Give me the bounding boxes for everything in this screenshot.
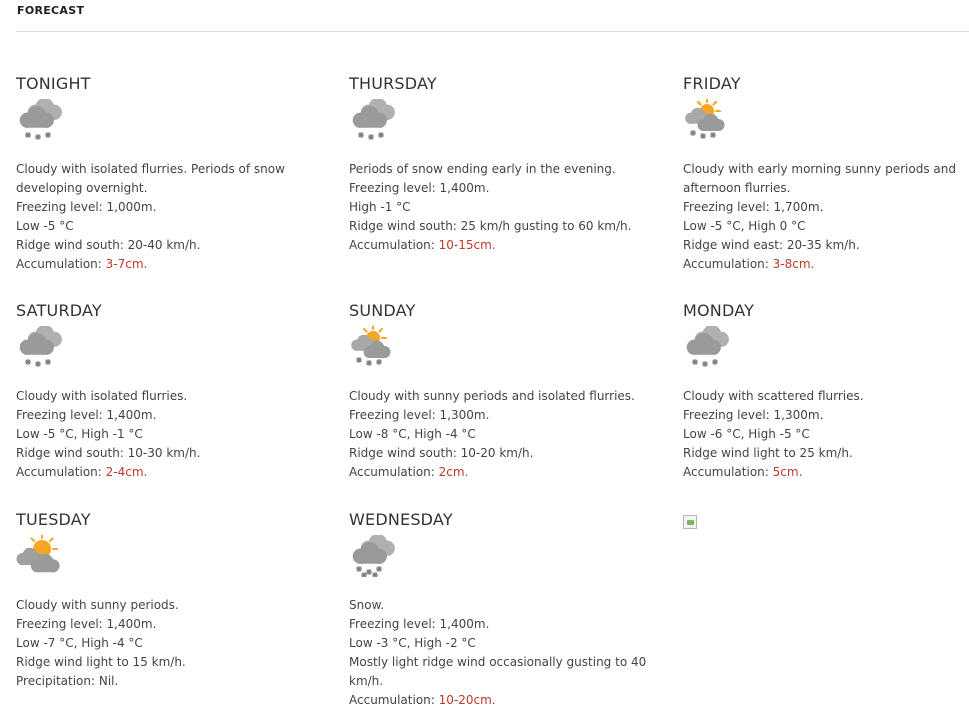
forecast-line: Cloudy with early morning sunny periods and afternoon flurries.	[683, 162, 956, 195]
forecast-line: Cloudy with isolated flurries. Periods of snow developing overnight.	[16, 162, 285, 195]
day-name: SATURDAY	[16, 301, 102, 320]
day-name: WEDNESDAY	[349, 510, 453, 529]
forecast-line: Mostly light ridge wind occasionally gusting to 40 km/h.	[349, 655, 647, 688]
day-name: MONDAY	[683, 301, 755, 320]
accumulation-value: 3-8cm.	[772, 257, 815, 271]
forecast-line: Freezing level: 1,400m.	[16, 617, 157, 631]
forecast-line: Low -5 °C, High -1 °C	[16, 427, 143, 441]
accumulation-value: 10-20cm.	[438, 693, 496, 707]
accumulation-value: 5cm.	[772, 465, 803, 479]
forecast-line: Low -7 °C, High -4 °C	[16, 636, 143, 650]
accumulation-line	[683, 255, 969, 274]
forecast-line: Low -3 °C, High -2 °C	[349, 636, 476, 650]
accumulation-label: Accumulation:	[683, 465, 769, 479]
day-card-monday	[683, 302, 969, 482]
day-card-wednesday	[349, 511, 649, 710]
forecast-line: Low -5 °C, High 0 °C	[683, 219, 806, 233]
cloud-snow-icon	[16, 99, 64, 141]
day-name: FRIDAY	[683, 74, 741, 93]
forecast-line: Ridge wind south: 10-20 km/h.	[349, 446, 534, 460]
forecast-details	[349, 596, 649, 710]
forecast-line: High -1 °C	[349, 200, 411, 214]
sun-cloud-snow-icon	[349, 326, 397, 368]
forecast-line: Freezing level: 1,400m.	[16, 408, 157, 422]
forecast-line: Freezing level: 1,000m.	[16, 200, 157, 214]
cloud-heavy-snow-icon	[349, 535, 397, 577]
forecast-line: Ridge wind south: 25 km/h gusting to 60 km/h.	[349, 219, 632, 233]
forecast-line: Cloudy with isolated flurries.	[16, 389, 188, 403]
forecast-details	[16, 387, 316, 482]
cloud-snow-icon	[683, 326, 731, 368]
heading-divider	[16, 31, 969, 32]
forecast-line: Freezing level: 1,400m.	[349, 181, 490, 195]
cloud-snow-icon	[349, 99, 397, 141]
forecast-line: Freezing level: 1,300m.	[683, 408, 824, 422]
accumulation-label: Accumulation:	[349, 238, 435, 252]
forecast-details	[16, 596, 316, 691]
sun-cloud-snow-icon	[683, 99, 731, 141]
forecast-line: Ridge wind light to 15 km/h.	[16, 655, 186, 669]
forecast-details	[683, 387, 969, 482]
day-card-saturday	[16, 302, 316, 482]
day-name: SUNDAY	[349, 301, 416, 320]
sun-cloud-icon	[16, 535, 64, 577]
accumulation-value: 2cm.	[438, 465, 469, 479]
day-name: THURSDAY	[349, 74, 437, 93]
accumulation-label: Accumulation:	[16, 257, 102, 271]
forecast-line: Ridge wind light to 25 km/h.	[683, 446, 853, 460]
forecast-line: Snow.	[349, 598, 385, 612]
forecast-heading: FORECAST	[17, 4, 85, 17]
accumulation-value: 2-4cm.	[105, 465, 148, 479]
forecast-line: Low -8 °C, High -4 °C	[349, 427, 476, 441]
forecast-line: Ridge wind south: 20-40 km/h.	[16, 238, 201, 252]
forecast-details	[349, 387, 649, 482]
accumulation-line	[16, 255, 316, 274]
forecast-line: Cloudy with scattered flurries.	[683, 389, 864, 403]
day-card-tuesday	[16, 511, 316, 691]
forecast-line: Freezing level: 1,400m.	[349, 617, 490, 631]
forecast-line: Ridge wind south: 10-30 km/h.	[16, 446, 201, 460]
accumulation-line	[16, 463, 316, 482]
forecast-line: Ridge wind east: 20-35 km/h.	[683, 238, 860, 252]
forecast-details	[349, 160, 649, 255]
forecast-details	[16, 160, 316, 274]
accumulation-label: Accumulation:	[683, 257, 769, 271]
forecast-line: Periods of snow ending early in the evening.	[349, 162, 616, 176]
cloud-snow-icon	[16, 326, 64, 368]
day-card-thursday	[349, 75, 649, 255]
accumulation-label: Accumulation:	[349, 465, 435, 479]
accumulation-value: 3-7cm.	[105, 257, 148, 271]
day-card-friday	[683, 75, 969, 274]
forecast-line: Freezing level: 1,700m.	[683, 200, 824, 214]
forecast-line: Cloudy with sunny periods and isolated flurries.	[349, 389, 635, 403]
accumulation-line	[349, 691, 649, 710]
accumulation-label: Accumulation:	[349, 693, 435, 707]
broken-image-icon	[683, 515, 697, 529]
forecast-details	[683, 160, 969, 274]
accumulation-label: Accumulation:	[16, 465, 102, 479]
accumulation-line	[349, 236, 649, 255]
forecast-line: Low -5 °C	[16, 219, 74, 233]
forecast-line: Cloudy with sunny periods.	[16, 598, 179, 612]
accumulation-value: 10-15cm.	[438, 238, 496, 252]
day-name: TONIGHT	[16, 74, 91, 93]
forecast-line: Low -6 °C, High -5 °C	[683, 427, 810, 441]
day-name: TUESDAY	[16, 510, 91, 529]
day-card-sunday	[349, 302, 649, 482]
accumulation-line	[349, 463, 649, 482]
forecast-line: Precipitation: Nil.	[16, 674, 119, 688]
accumulation-line	[683, 463, 969, 482]
forecast-line: Freezing level: 1,300m.	[349, 408, 490, 422]
day-card-tonight	[16, 75, 316, 274]
